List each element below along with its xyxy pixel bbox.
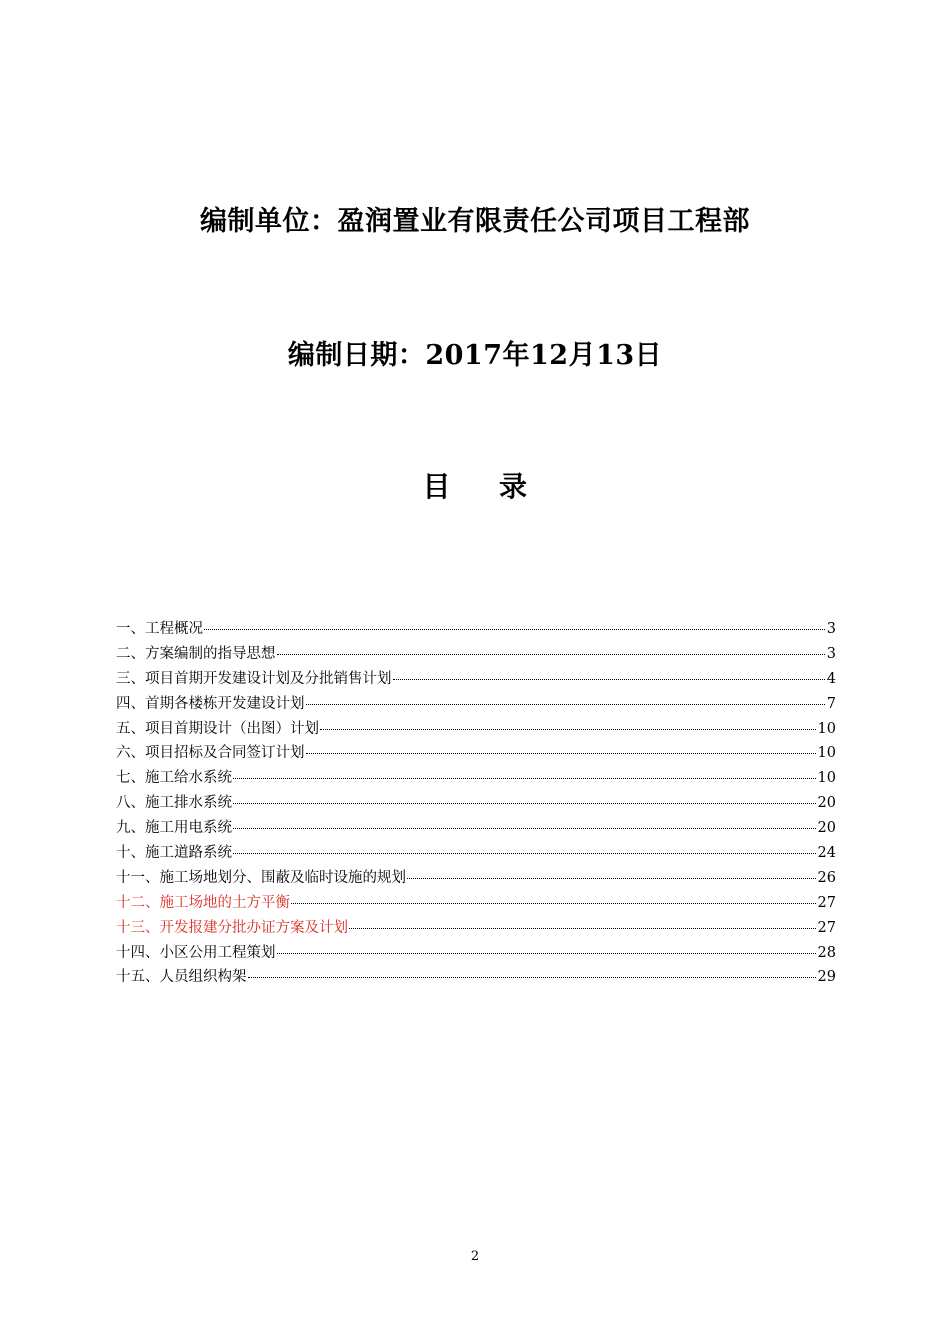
toc-entry-page[interactable]: 20 bbox=[817, 795, 836, 812]
toc-entry[interactable] bbox=[116, 841, 836, 866]
toc-entry-page[interactable]: 7 bbox=[826, 695, 836, 712]
toc-entry[interactable] bbox=[116, 717, 836, 742]
toc-entry[interactable] bbox=[116, 866, 836, 891]
toc-dot-leader bbox=[248, 976, 816, 978]
toc-entry-page[interactable]: 27 bbox=[817, 894, 836, 911]
toc-dot-leader bbox=[204, 628, 825, 630]
toc-entry[interactable] bbox=[116, 791, 836, 816]
toc-entry[interactable] bbox=[116, 667, 836, 692]
table-of-contents bbox=[116, 617, 836, 990]
toc-title-right: 录 bbox=[499, 470, 528, 503]
toc-entry-label[interactable]: 六、项目招标及合同签订计划 bbox=[116, 745, 305, 762]
toc-dot-leader bbox=[233, 802, 816, 804]
toc-entry[interactable] bbox=[116, 941, 836, 966]
toc-dot-leader bbox=[233, 852, 816, 854]
toc-entry-page[interactable]: 20 bbox=[817, 820, 836, 837]
toc-entry-label[interactable]: 十五、人员组织构架 bbox=[116, 969, 247, 986]
toc-entry-label[interactable]: 一、工程概况 bbox=[116, 621, 203, 637]
toc-entry-label[interactable]: 十二、施工场地的土方平衡 bbox=[116, 894, 290, 911]
toc-entry[interactable] bbox=[116, 816, 836, 841]
toc-entry-page[interactable]: 10 bbox=[817, 745, 836, 762]
toc-entry-label[interactable]: 十四、小区公用工程策划 bbox=[116, 944, 276, 961]
toc-entry-label[interactable]: 七、施工给水系统 bbox=[116, 770, 232, 787]
toc-entry-label[interactable]: 十三、开发报建分批办证方案及计划 bbox=[116, 919, 348, 936]
toc-entry[interactable] bbox=[116, 965, 836, 990]
toc-dot-leader bbox=[277, 653, 825, 655]
toc-dot-leader bbox=[306, 703, 825, 705]
toc-dot-leader bbox=[320, 728, 816, 730]
toc-entry[interactable] bbox=[116, 617, 836, 642]
toc-entry[interactable] bbox=[116, 741, 836, 766]
toc-dot-leader bbox=[407, 877, 816, 879]
toc-entry-page[interactable]: 10 bbox=[817, 720, 836, 737]
toc-entry[interactable] bbox=[116, 916, 836, 941]
compiling-date-heading: 编制日期：2017年12月13日 bbox=[287, 340, 663, 371]
compiling-unit-heading: 编制单位：盈润置业有限责任公司项目工程部 bbox=[200, 206, 750, 237]
toc-entry-page[interactable]: 29 bbox=[817, 969, 836, 986]
toc-entry-page[interactable]: 28 bbox=[817, 944, 836, 961]
toc-dot-leader bbox=[277, 952, 816, 954]
toc-entry-label[interactable]: 三、项目首期开发建设计划及分批销售计划 bbox=[116, 670, 392, 687]
toc-entry-label[interactable]: 九、施工用电系统 bbox=[116, 820, 232, 837]
toc-entry-page[interactable]: 24 bbox=[817, 845, 836, 862]
toc-entry-label[interactable]: 二、方案编制的指导思想 bbox=[116, 645, 276, 662]
toc-dot-leader bbox=[349, 927, 816, 929]
toc-entry-page[interactable]: 3 bbox=[826, 621, 836, 637]
toc-entry-page[interactable]: 26 bbox=[817, 869, 836, 886]
toc-entry-page[interactable]: 4 bbox=[826, 670, 836, 687]
toc-entry-label[interactable]: 五、项目首期设计（出图）计划 bbox=[116, 720, 319, 737]
page-number: 2 bbox=[470, 1249, 480, 1264]
toc-entry-label[interactable]: 八、施工排水系统 bbox=[116, 795, 232, 812]
toc-entry[interactable] bbox=[116, 692, 836, 717]
toc-entry[interactable] bbox=[116, 766, 836, 791]
toc-dot-leader bbox=[393, 678, 825, 680]
toc-entry-label[interactable]: 十、施工道路系统 bbox=[116, 845, 232, 862]
toc-dot-leader bbox=[233, 827, 816, 829]
toc-entry-page[interactable]: 10 bbox=[817, 770, 836, 787]
toc-title bbox=[0, 465, 950, 505]
toc-title-left: 目 bbox=[422, 470, 451, 503]
toc-entry[interactable] bbox=[116, 642, 836, 667]
toc-dot-leader bbox=[306, 752, 816, 754]
toc-entry-page[interactable]: 27 bbox=[817, 919, 836, 936]
toc-entry[interactable] bbox=[116, 891, 836, 916]
toc-entry-label[interactable]: 十一、施工场地划分、围蔽及临时设施的规划 bbox=[116, 869, 406, 886]
toc-dot-leader bbox=[233, 777, 816, 779]
toc-dot-leader bbox=[291, 902, 816, 904]
toc-entry-label[interactable]: 四、首期各楼栋开发建设计划 bbox=[116, 695, 305, 712]
toc-entry-page[interactable]: 3 bbox=[826, 645, 836, 662]
